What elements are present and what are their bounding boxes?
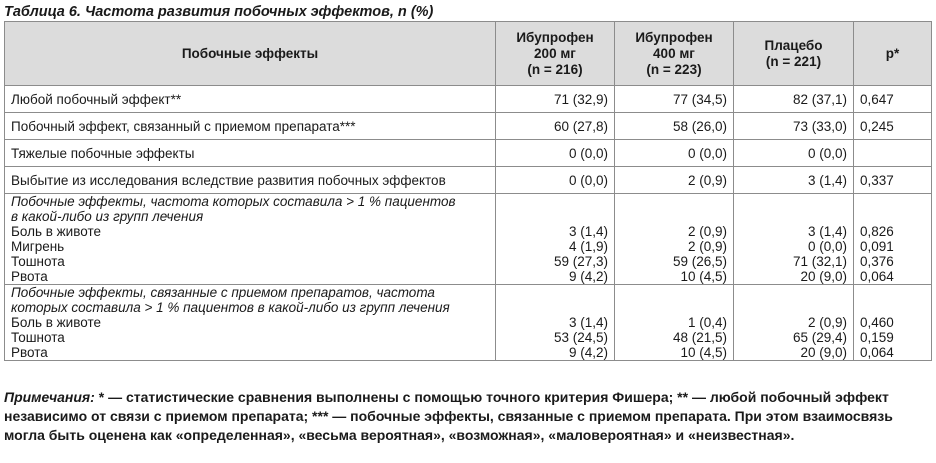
cell-ibuprofen-400: 58 (26,0) <box>615 113 734 140</box>
header-placebo: Плацебо (n = 221) <box>734 22 854 86</box>
row-label: Побочный эффект, связанный с приемом препарата*** <box>5 113 496 140</box>
cell-ibuprofen-400: 0 (0,0) <box>615 140 734 167</box>
table-caption: Таблица 6. Частота развития побочных эффектов, n (%) <box>4 4 434 20</box>
side-effects-table <box>4 21 932 361</box>
cell-ibuprofen-400: 77 (34,5) <box>615 86 734 113</box>
cell-placebo: 2 (0,9) 65 (29,4) 20 (9,0) <box>734 285 854 361</box>
cell-placebo: 82 (37,1) <box>734 86 854 113</box>
table-header-row <box>5 22 932 86</box>
notes-text: * — статистические сравнения выполнены с помощью точного критерия Фишера; ** — любой побочный эффект независимо от связи с приемом препарата; *** — побочные эффекты, связанные с приемом препарата. При этом взаимосвязь могла быть оценена как «определенная», «весьма вероятная», «возможная», «маловероятная» и «неизвестная». <box>4 389 893 443</box>
table-row <box>5 113 932 140</box>
table-row-group-related <box>5 285 932 361</box>
item-label: Тошнота <box>11 330 65 345</box>
item-label: Рвота <box>11 345 48 360</box>
table-row-group-common <box>5 194 932 285</box>
cell-p-value: 0,647 <box>854 86 932 113</box>
header-p-value: p* <box>854 22 932 86</box>
item-label: Боль в животе <box>11 224 101 239</box>
table-row <box>5 140 932 167</box>
group-label-cell <box>5 285 496 361</box>
cell-placebo: 73 (33,0) <box>734 113 854 140</box>
cell-p-value <box>854 140 932 167</box>
cell-ibuprofen-400: 1 (0,4) 48 (21,5) 10 (4,5) <box>615 285 734 361</box>
table-notes <box>4 388 932 445</box>
group-title: Побочные эффекты, связанные с приемом препаратов, частота <box>11 285 435 300</box>
cell-p-value: 0,826 0,091 0,376 0,064 <box>854 194 932 285</box>
cell-ibuprofen-200: 3 (1,4) 4 (1,9) 59 (27,3) 9 (4,2) <box>496 194 615 285</box>
item-label: Мигрень <box>11 239 65 254</box>
header-ibuprofen-200: Ибупрофен 200 мг (n = 216) <box>496 22 615 86</box>
cell-placebo: 3 (1,4) <box>734 167 854 194</box>
cell-p-value: 0,245 <box>854 113 932 140</box>
group-label-cell <box>5 194 496 285</box>
cell-ibuprofen-200: 71 (32,9) <box>496 86 615 113</box>
item-label: Рвота <box>11 269 48 284</box>
item-label: Боль в животе <box>11 315 101 330</box>
group-title: Побочные эффекты, частота которых составила > 1 % пациентов <box>11 194 456 209</box>
cell-ibuprofen-200: 0 (0,0) <box>496 167 615 194</box>
notes-label: Примечания: <box>4 389 95 405</box>
group-title: в какой-либо из групп лечения <box>11 209 204 224</box>
cell-ibuprofen-200: 0 (0,0) <box>496 140 615 167</box>
row-label: Тяжелые побочные эффекты <box>5 140 496 167</box>
group-title: которых составила > 1 % пациентов в какой-либо из групп лечения <box>11 300 450 315</box>
cell-p-value: 0,460 0,159 0,064 <box>854 285 932 361</box>
cell-ibuprofen-200: 3 (1,4) 53 (24,5) 9 (4,2) <box>496 285 615 361</box>
cell-p-value: 0,337 <box>854 167 932 194</box>
table-row <box>5 167 932 194</box>
row-label: Любой побочный эффект** <box>5 86 496 113</box>
row-label: Выбытие из исследования вследствие развития побочных эффектов <box>5 167 496 194</box>
cell-ibuprofen-200: 60 (27,8) <box>496 113 615 140</box>
cell-placebo: 0 (0,0) <box>734 140 854 167</box>
item-label: Тошнота <box>11 254 65 269</box>
cell-ibuprofen-400: 2 (0,9) 2 (0,9) 59 (26,5) 10 (4,5) <box>615 194 734 285</box>
header-side-effects: Побочные эффекты <box>5 22 496 86</box>
header-ibuprofen-400: Ибупрофен 400 мг (n = 223) <box>615 22 734 86</box>
table-row <box>5 86 932 113</box>
cell-ibuprofen-400: 2 (0,9) <box>615 167 734 194</box>
cell-placebo: 3 (1,4) 0 (0,0) 71 (32,1) 20 (9,0) <box>734 194 854 285</box>
